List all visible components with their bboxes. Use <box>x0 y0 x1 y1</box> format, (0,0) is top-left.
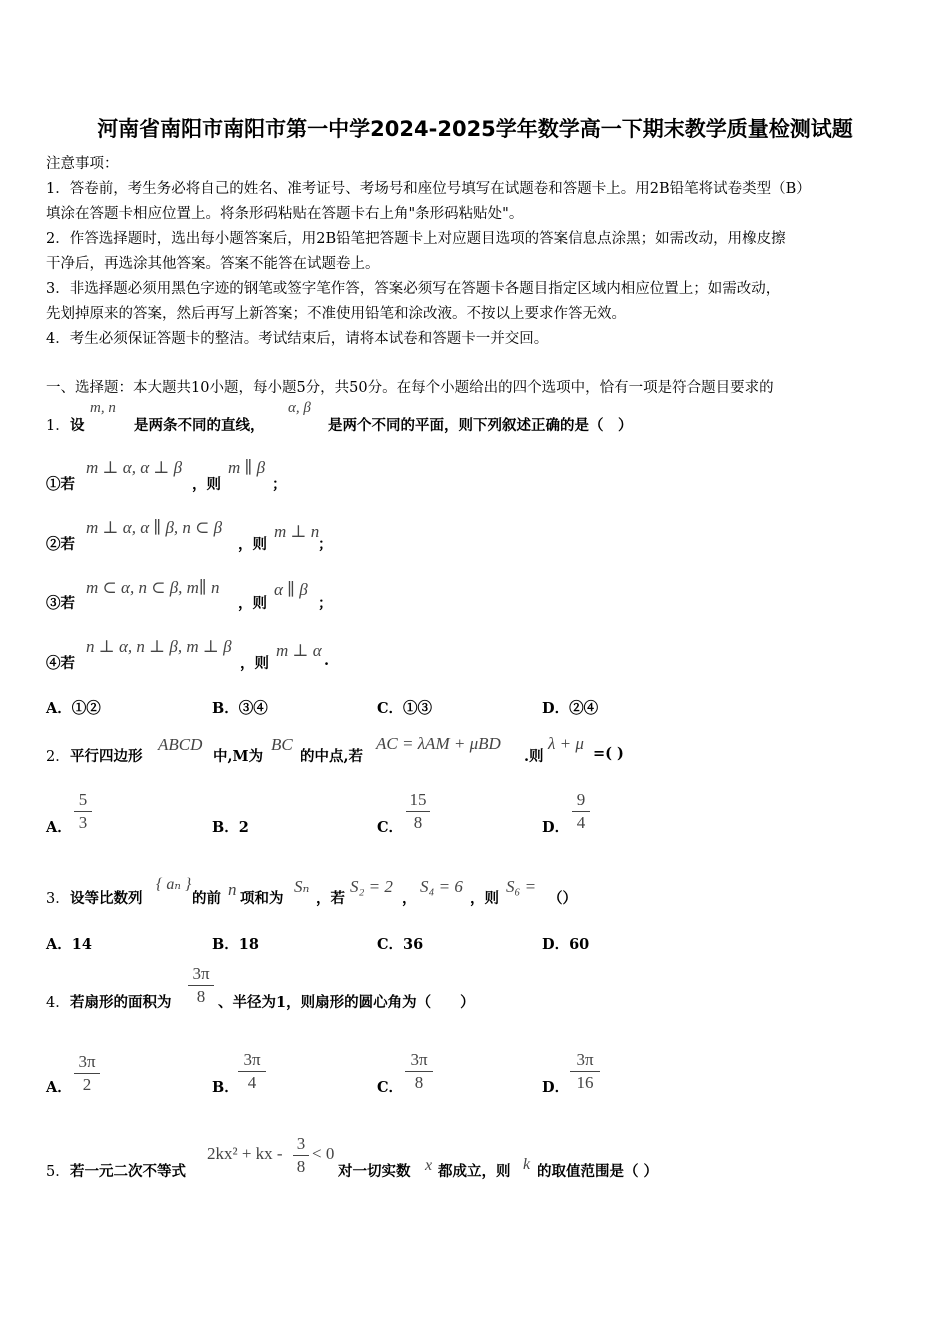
option-d[interactable]: D． <box>542 819 570 836</box>
option-d[interactable]: D．60 <box>542 936 590 953</box>
fraction: 3π 2 <box>74 1052 100 1095</box>
math-expr: n ⊥ α, n ⊥ β, m ⊥ β <box>86 637 232 656</box>
notice-line: 干净后，再选涂其他答案。答案不能答在试题卷上。 <box>46 256 380 272</box>
math-expr: m ∥ β <box>228 458 266 477</box>
math-expr: α, β <box>288 400 311 416</box>
notice-line: 先划掉原来的答案，然后再写上新答案；不准使用铅笔和涂改液。不按以上要求作答无效。 <box>46 306 626 322</box>
fraction: 3 8 <box>293 1134 309 1177</box>
option-a[interactable]: A． <box>46 1079 72 1096</box>
fraction: 3π 4 <box>238 1050 266 1093</box>
math-expr: m ⊥ n <box>274 522 320 541</box>
math-expr: S₂ = 2 <box>350 877 393 896</box>
math-expr: m, n <box>90 400 116 416</box>
notice-line: 3．非选择题必须用黑色字迹的钢笔或签字笔作答，答案必须写在答题卡各题目指定区域内相应位置上；如需改动， <box>46 281 781 297</box>
math-expr: n <box>228 880 237 899</box>
notice-line: 4．考生必须保证答题卡的整洁。考试结束后，请将本试卷和答题卡一并交回。 <box>46 331 549 347</box>
fraction: 5 3 <box>74 790 92 833</box>
math-expr: m ⊥ α, α ⊥ β <box>86 458 183 477</box>
math-expr: m ⊂ α, n ⊂ β, m∥ n <box>86 578 220 597</box>
option-b[interactable]: B． <box>212 1079 239 1096</box>
math-expr: { aₙ } <box>156 876 192 893</box>
option-c[interactable]: C． <box>377 819 404 836</box>
notice-line: 1．答卷前，考生务必将自己的姓名、准考证号、考场号和座位号填写在试题卷和答题卡上。用2B铅笔将试卷类型（B） <box>46 181 811 197</box>
option-d[interactable]: D． <box>542 1079 570 1096</box>
fraction: 3π 8 <box>405 1050 433 1093</box>
math-expr: x <box>425 1157 433 1174</box>
math-expr: < 0 <box>312 1144 335 1163</box>
notice-heading: 注意事项： <box>46 156 119 172</box>
fraction: 9 4 <box>572 790 590 833</box>
page-title: 河南省南阳市南阳市第一中学2024-2025学年数学高一下期末教学质量检测试题 <box>97 117 853 141</box>
question-number: 1． <box>46 418 70 434</box>
fraction: 3π 8 <box>188 964 214 1007</box>
option-b[interactable]: B．③④ <box>212 700 268 717</box>
option-a[interactable]: A． <box>46 819 72 836</box>
option-b[interactable]: B．2 <box>212 819 249 836</box>
question-number: 4． <box>46 995 70 1011</box>
fraction: 3π 16 <box>570 1050 600 1093</box>
option-a[interactable]: A．①② <box>46 700 101 717</box>
notice-line: 2．作答选择题时，选出每小题答案后，用2B铅笔把答题卡上对应题目选项的答案信息点涂黑；如需改动，用橡皮擦 <box>46 231 786 247</box>
option-c[interactable]: C．36 <box>377 936 424 953</box>
fraction: 15 8 <box>406 790 430 833</box>
option-c[interactable]: C． <box>377 1079 404 1096</box>
exam-page: 河南省南阳市南阳市第一中学2024-2025学年数学高一下期末教学质量检测试题 注意事项： 1．答卷前，考生务必将自己的姓名、准考证号、考场号和座位号填写在试题卷和答题卡上。用2B铅笔将试卷类型（B） 填涂在答题卡相应位置上。将条形码粘贴在答题卡右上角"条形码粘贴处"。 2．作答选择题时，选出每小题答案后，用2B铅笔把答题卡上对应题目选项的答案信息点涂黑；如需改动，用橡皮擦 干净后，再选涂其他答案。答案不能答在试题卷上。 3．非选择题必须用黑色字迹的钢笔或签字笔作答，答案必须写在答题卡各题目指定区域内相应位置上；如需改动， 先划掉原来的答案，然后再写上新答案；不准使用铅笔和涂改液。不按以上要求作答无效。 4．考生必须保证答题卡的整洁。考试结束后，请将本试卷和答题卡一并交回。 一、选择题：本大题共10小题，每小题5分，共50分。在每个小题给出的四个选项中，恰有一项是符合题目要求的 1． 设 m, n 是两条不同的直线， α, β 是两个不同的平面，则下列叙述正确的是（ ） ①若 m ⊥ α, α ⊥ β ，则 m ∥ β ； ②若 m ⊥ α, α ∥ β, n ⊂ β ，则 m ⊥ n ； ③若 m ⊂ α, n ⊂ β, m∥ n ，则 α ∥ β ； ④若 n ⊥ α, n ⊥ β, m ⊥ β ，则 m ⊥ α . A．①② B．③④ C．①③ D．②④ 2． 平行四边形 ABCD 中,M为 BC 的中点,若 AC = λAM + μBD .则 λ + μ =( ) A． 5 3 B．2 C． 15 8 D． 9 4 3． 设等比数列 { aₙ } 的前 n 项和为 Sₙ ，若 S₂ = 2 ， S₄ = 6 ，则 S₆ = （） A．14 B．18 C．36 D．60 4． 若扇形的面积为 3π 8 、半径为1，则扇形的圆心角为（ ） A． 3π 2 B． 3π 4 C． 3π 8 D． 3π 16 5． 若一元二次不等式 2kx² + kx - 3 8 < 0 对一切实数 x 都成立，则 k 的取值范围是（ ） <box>0 0 950 1344</box>
notice-line: 填涂在答题卡相应位置上。将条形码粘贴在答题卡右上角"条形码粘贴处"。 <box>46 206 524 222</box>
math-expr: k <box>523 1156 531 1173</box>
option-b[interactable]: B．18 <box>212 936 259 953</box>
math-expr: BC <box>271 735 293 754</box>
math-expr: AC = λAM + μBD <box>376 734 501 753</box>
option-d[interactable]: D．②④ <box>542 700 599 717</box>
option-a[interactable]: A．14 <box>46 936 92 953</box>
question-number: 2． <box>46 749 70 765</box>
question-number: 3． <box>46 891 70 907</box>
math-expr: Sₙ <box>294 877 310 896</box>
math-expr: m ⊥ α <box>276 641 322 660</box>
section-heading: 一、选择题：本大题共10小题，每小题5分，共50分。在每个小题给出的四个选项中，恰有一项是符合题目要求的 <box>46 380 774 396</box>
math-expr: m ⊥ α, α ∥ β, n ⊂ β <box>86 518 223 537</box>
math-expr: S₄ = 6 <box>420 877 463 896</box>
math-expr: ABCD <box>158 735 203 754</box>
option-c[interactable]: C．①③ <box>377 700 433 717</box>
math-expr: λ + μ <box>548 734 584 753</box>
math-expr: α ∥ β <box>274 580 308 599</box>
math-expr: S₆ = <box>506 877 537 896</box>
math-expr: 2kx² + kx - <box>207 1144 283 1163</box>
question-number: 5． <box>46 1164 70 1180</box>
